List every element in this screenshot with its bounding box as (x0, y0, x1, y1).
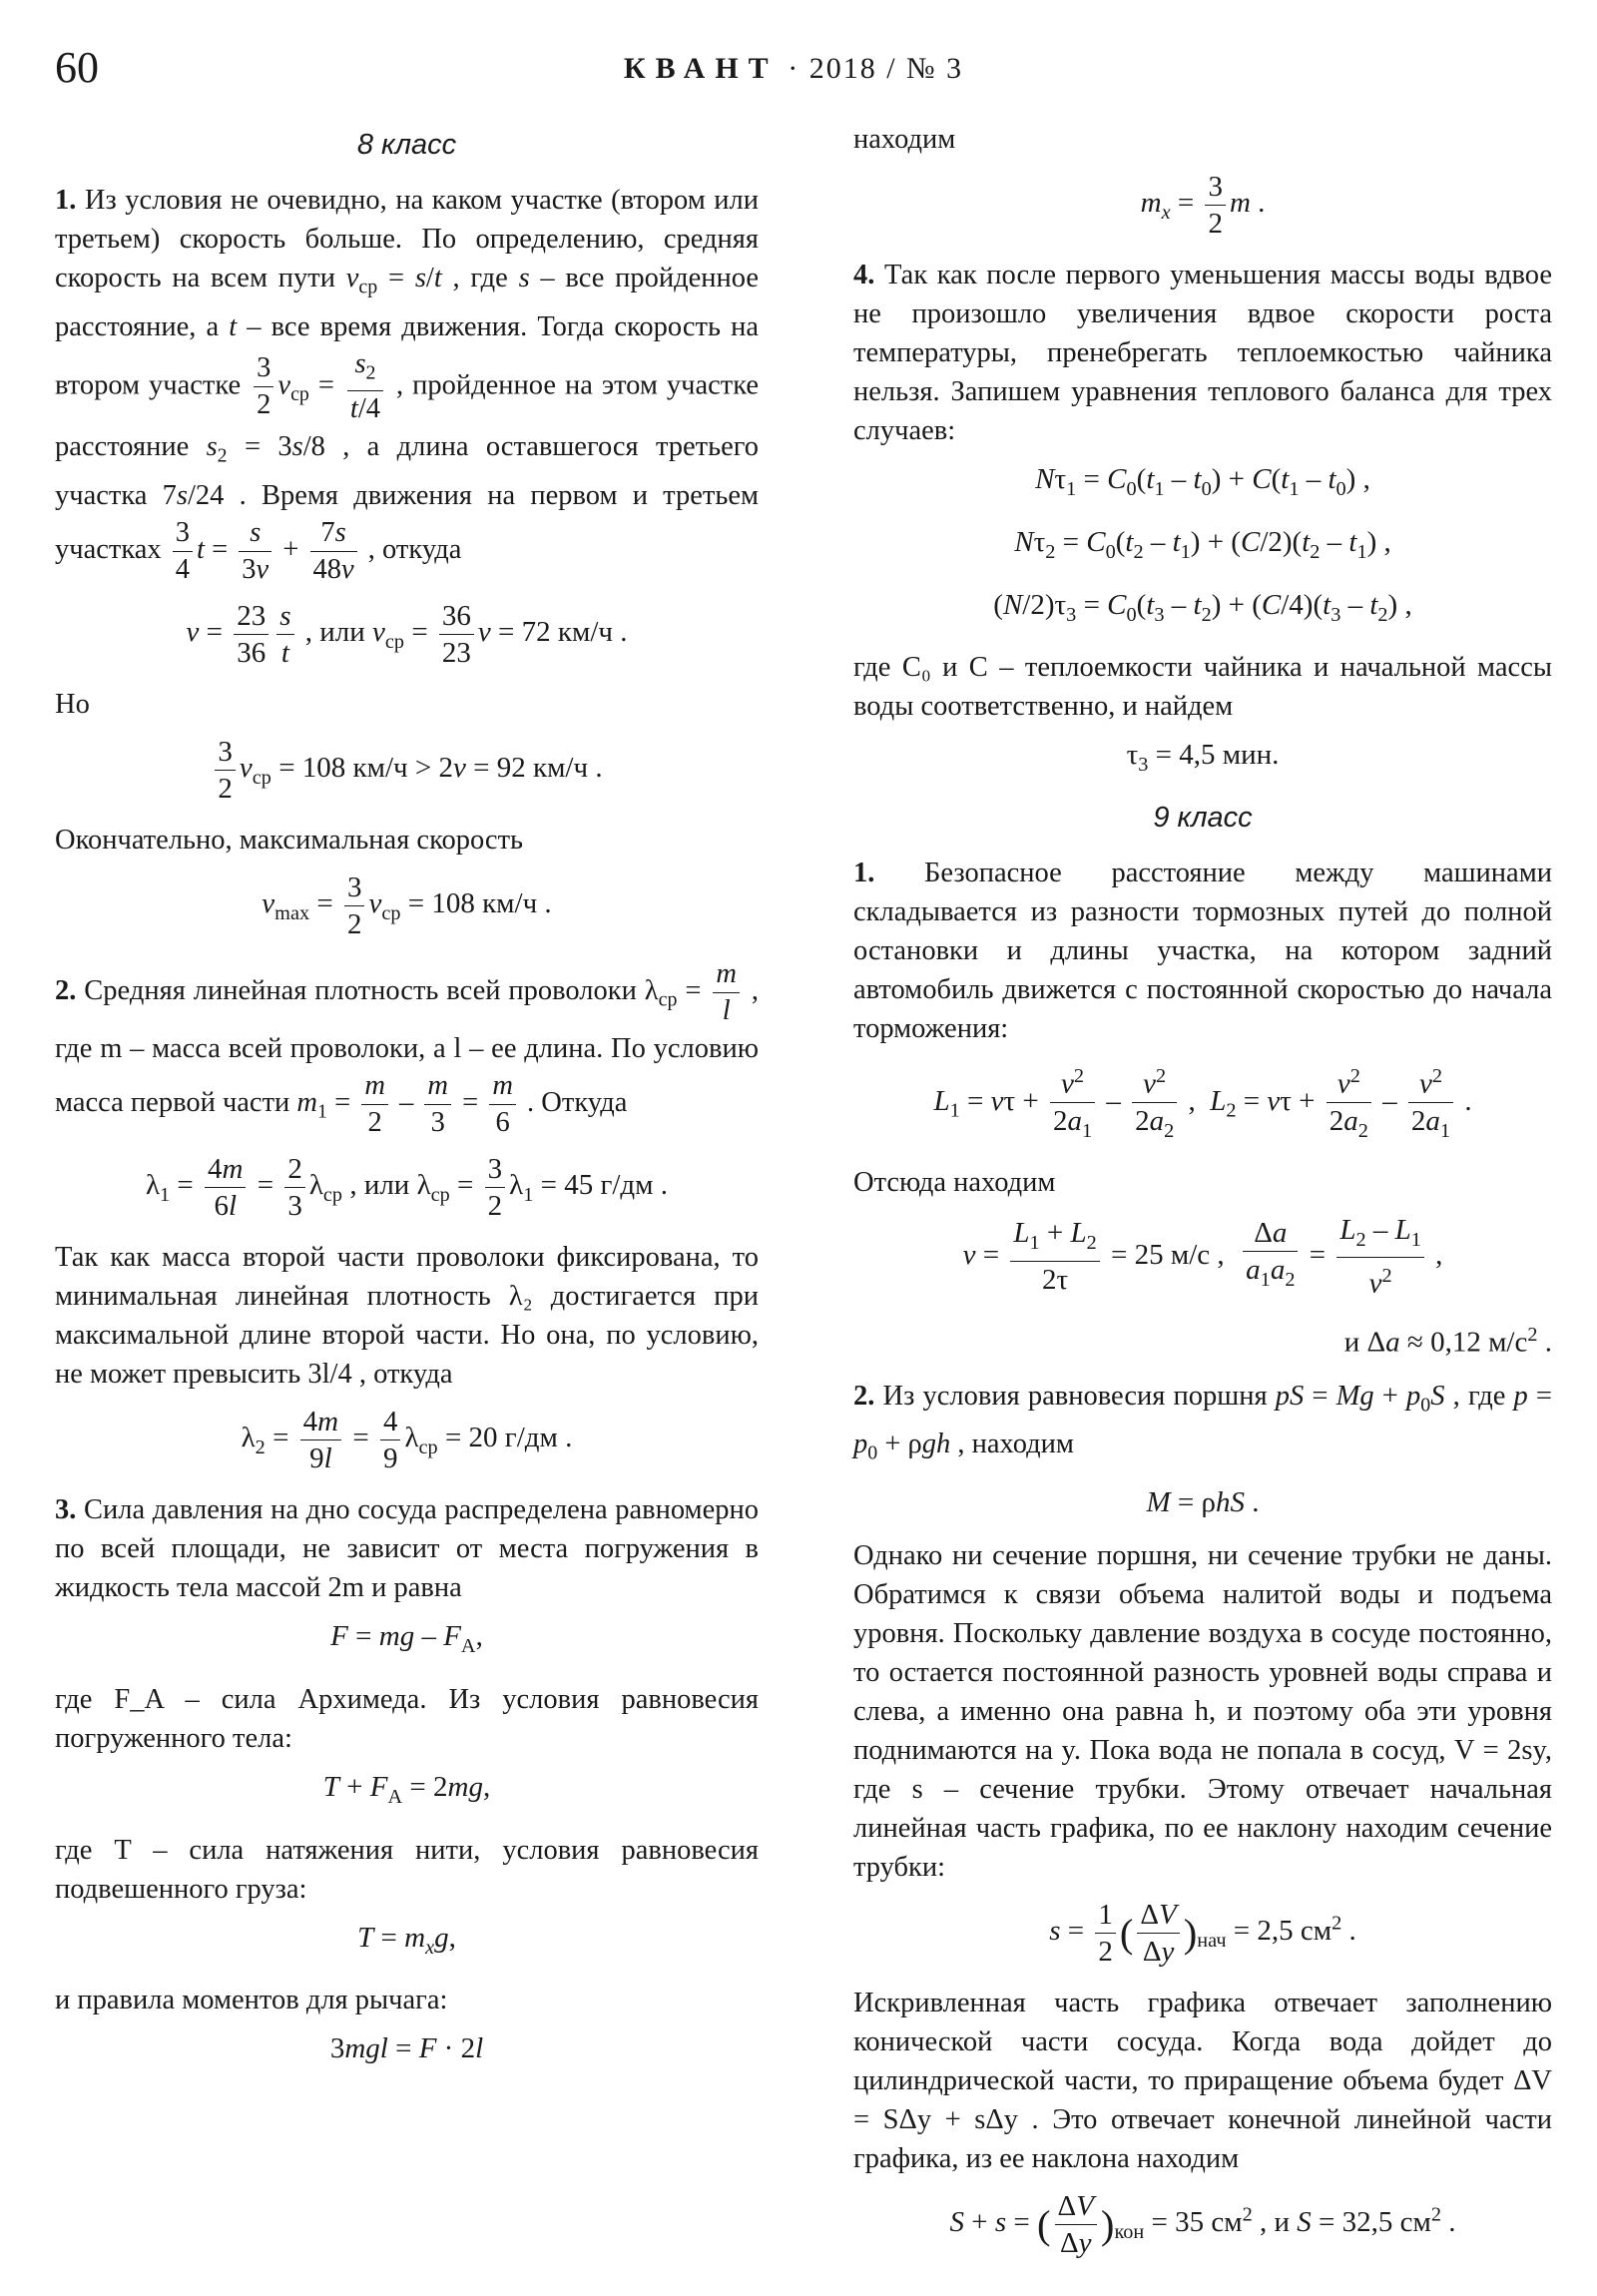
equation-tension: $T = m_xg$, (357, 1921, 456, 1959)
problem-3: 3. Сила давления на дно сосуда распределена равномерно по всей площади, не зависит от места погружения в жидкость тела массой 2m и равна (55, 1494, 759, 1604)
equation-balance-2: $N\tau_2 = C_0(t_2 - t_1) + (C/2)(t_2 - t_1)$ , (1014, 525, 1391, 563)
equation-balance-1: $N\tau_1 = C_0(t_1 - t_0) + C(t_1 - t_0)$ , (1035, 463, 1370, 500)
but-text: Но (55, 689, 90, 721)
find-text: находим (853, 124, 956, 155)
issue: 2018 / № 3 (808, 52, 964, 85)
equation-force: F = mg – $F_A$, (330, 1620, 483, 1657)
section-heading-8: 8 класс (356, 129, 457, 161)
problem-9-2-d: Искривленная часть графика отвечает заполнению конической части сосуда. Когда вода дойдет до цилиндрической части, то приращение объема будет ΔV = SΔy + sΔy . Это отвечает конечной линейной части графика, из ее наклона находим (853, 1988, 1552, 2175)
journal-title: КВАНТ · 2018 / № 3 (623, 52, 964, 85)
equation-vmax: $v_{max}$ = $\frac{3}{2}$ $v_{ср} = 108$ км/ч . (262, 871, 552, 941)
equation-moments: 3mgl = F · 2l (329, 2032, 484, 2065)
problem-3-b: где F_A – сила Архимеда. Из условия равновесия погруженного тела: (55, 1683, 759, 1754)
problem-1: 1. Из условия не очевидно, на каком участке (втором или третьем) скорость больше. По определению, средняя скорость на всем пути $v_{ср} = s/t$ , где s – все пройденное расстояние, а t – все время движения. Тогда скорость на втором участке $\frac{3}{2}$ $v_{ср}$ = $\frac{s_2}{t/4}$ , пройденное на этом участке расстояние $s_2 = 3s/8$ , а длина оставшегося третьего участка 7s/24 . Время движения на первом и третьем участках $\frac{3}{4}$ t = $\frac{s}{3v}$ + $\frac{7s}{48v}$ , откуда (55, 185, 760, 586)
problem-2: 2. Средняя линейная плотность всей проволоки $\lambda_{ср}$ = $\frac{m}{l}$ , где m – масса всей проволоки, а l – ее длина. По условию масса первой части $m_1$ = $\frac{m}{2}$ – $\frac{m}{3}$ = $\frac{m}{6}$ . Откуда (55, 958, 760, 1139)
right-column (853, 120, 1552, 2275)
equation-s: s = $\frac{1}{2}$ ( $\frac{\Delta V}{\Delta y}$ )$_{нач} = 2,5$ $см^2$ . (1049, 1899, 1356, 1969)
equation-velocity: v = $\frac{L_1 + L_2}{2\tau}$ = 25 м/с , $\frac{\Delta a}{a_1a_2}$ = $\frac{L_2 - L_1}{v^2}$ , (962, 1213, 1443, 1301)
problem-9-2: 2. Из условия равновесия поршня pS = $Mg + p_0S$ , где $p = p_0 + \rho gh$ , находим (853, 1380, 1553, 1465)
equation-L: $L_1 = v\tau$ + $\frac{v^2}{2a_1}$ – $\frac{v^2}{2a_2}$ , $L_2 = v\tau$ + $\frac{v^2}{2a_2}$ – $\frac{v^2}{2a_1}$ . (853, 1058, 1552, 1148)
problem-9-2-c: Однако ни сечение поршня, ни сечение трубки не даны. Обратимся к связи объема налитой воды и подъема уровня. Поскольку давление воздуха в сосуде постоянно, то остается постоянной разность уровней воды справа и слева, а именно она равна h, и поэтому оба эти уровня поднимаются на y. Пока вода не попала в сосуд, V = 2sy, где s – сечение трубки. Этому отвечает начальная линейная часть графика, по ее наклону находим сечение трубки: (853, 1540, 1552, 1884)
equation-balance-3: $(N/2)\tau_3 = C_0(t_3 - t_2) + (C/4)(t_3 - t_2)$ , (993, 588, 1412, 626)
problem-9-1: 1. Безопасное расстояние между машинами складывается из разности тормозных путей до полной остановки и длины участка, на котором задний автомобиль движется с постоянной скоростью до начала торможения: (853, 858, 1552, 1045)
left-column (55, 120, 759, 2082)
equation-archimedes: $T + F_A = 2mg$, (322, 1770, 491, 1808)
equation-lambda2: $\lambda_2$ = $\frac{4m}{9l}$ = $\frac{4}{9}$ $\lambda_{ср} = 20$ г/дм . (241, 1406, 573, 1475)
equation-lambda1: $\lambda_1$ = $\frac{4m}{6l}$ = $\frac{2}{3}$ $\lambda_{ср}$ , или $\lambda_{ср}$ = $\frac{3}{2}$ $\lambda_1 = 45$ г/дм . (145, 1153, 669, 1223)
problem-3-d: и правила моментов для рычага: (55, 1985, 448, 2016)
equation-mass: M = ρhS . (1146, 1486, 1260, 1519)
problem-3-c: где T – сила натяжения нити, условия равновесия подвешенного груза: (55, 1834, 759, 1905)
final-text: Окончательно, максимальная скорость (55, 825, 524, 857)
equation-v: v = $\frac{23}{36}$ $\frac{s}{t}$ , или $v_{ср}$ = $\frac{36}{23}$ v = 72 км/ч . (186, 600, 628, 670)
section-heading-9: 9 класс (1153, 802, 1253, 835)
problem-2-cont: Так как масса второй части проволоки фиксирована, то минимальная линейная плотность λ₂ достигается при максимальной длине второй части. Но она, по условию, не может превысить 3l/4 , откуда (55, 1242, 759, 1391)
problem-4: 4. Так как после первого уменьшения массы воды вдвое не произошло увеличения вдвое скорости роста температуры, пренебрегать теплоемкостью чайника нельзя. Запишем уравнения теплового баланса для трех случаев: (853, 260, 1552, 446)
page-number: 60 (55, 43, 99, 92)
hence-text: Отсюда находим (853, 1166, 1056, 1198)
page-header (55, 42, 1532, 102)
problem-4-b: где C₀ и C – теплоемкости чайника и начальной массы воды соответственно, и найдем (853, 652, 1552, 723)
equation-tau3: $\tau_3 = 4,5$ мин. (1126, 739, 1280, 777)
equation-delta-a: и Δa ≈ 0,12 $м/с^2$ . (1343, 1324, 1552, 1359)
equation-mx: $m_x$ = $\frac{3}{2}$ m . (1140, 171, 1266, 240)
journal-name: КВАНТ (623, 52, 779, 85)
equation-compare: $\frac{3}{2}$ $v_{ср} = 108$ км/ч > 2v = 92 км/ч . (55, 734, 759, 807)
equation-S: S + s = ( $\frac{\Delta V}{\Delta y}$ )$_{кон} = 35$ $см^2$ , и S = 32,5 $см^2$ . (949, 2190, 1456, 2260)
